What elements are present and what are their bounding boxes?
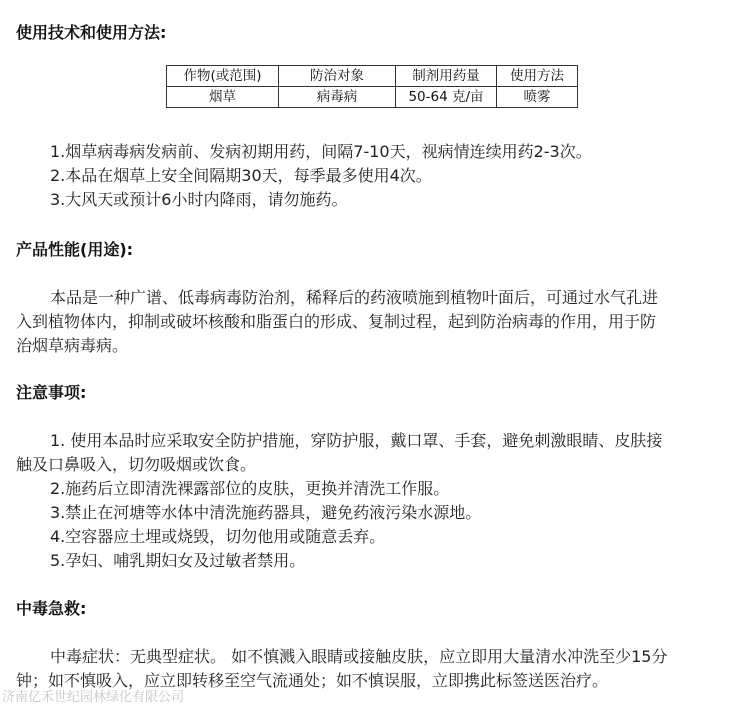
usage-note: 1.烟草病毒病发病前、发病初期用药，间隔7-10天，视病情连续用药2-3次。 (50, 142, 592, 161)
table-header-row (167, 66, 578, 87)
table-header-cell: 作物(或范围) (167, 66, 279, 87)
dosage-table (166, 65, 578, 108)
table-cell: 50-64 克/亩 (396, 87, 497, 108)
company-watermark: 济南亿禾世纪园林绿化有限公司 (2, 690, 185, 705)
precaution-line: 1. 使用本品时应采取安全防护措施，穿防护服，戴口罩、手套，避免刺激眼睛、皮肤接 (50, 431, 663, 450)
performance-heading: 产品性能(用途): (16, 240, 134, 259)
table-row (167, 87, 578, 108)
precaution-line: 4.空容器应土埋或烧毁，切勿他用或随意丢弃。 (50, 527, 386, 546)
precaution-line: 触及口鼻吸入，切勿吸烟或饮食。 (16, 455, 257, 474)
performance-line: 治烟草病毒病。 (16, 336, 129, 355)
table-cell: 喷雾 (497, 87, 578, 108)
poisoning-heading: 中毒急救: (16, 599, 87, 618)
precaution-line: 5.孕妇、哺乳期妇女及过敏者禁用。 (50, 551, 306, 570)
poisoning-line: 中毒症状：无典型症状。 如不慎溅入眼睛或接触皮肤，应立即用大量清水冲洗至少15分 (50, 647, 668, 666)
table-header-cell: 使用方法 (497, 66, 578, 87)
performance-line: 本品是一种广谱、低毒病毒防治剂，稀释后的药液喷施到植物叶面后，可通过水气孔进 (50, 288, 659, 307)
table-header-cell: 制剂用药量 (396, 66, 497, 87)
precaution-line: 3.禁止在河塘等水体中清洗施药器具，避免药液污染水源地。 (50, 503, 482, 522)
table-header-cell: 防治对象 (279, 66, 396, 87)
poisoning-line: 钟；如不慎吸入，应立即转移至空气流通处；如不慎误服，立即携此标签送医治疗。 (16, 671, 609, 690)
precautions-heading: 注意事项: (16, 383, 87, 402)
table-cell: 病毒病 (279, 87, 396, 108)
usage-note: 3.大风天或预计6小时内降雨，请勿施药。 (50, 190, 348, 209)
usage-heading: 使用技术和使用方法: (16, 23, 167, 42)
usage-note: 2.本品在烟草上安全间隔期30天，每季最多使用4次。 (50, 166, 432, 185)
table-cell: 烟草 (167, 87, 279, 108)
performance-line: 入到植物体内，抑制或破坏核酸和脂蛋白的形成、复制过程，起到防治病毒的作用，用于防 (16, 312, 657, 331)
precaution-line: 2.施药后立即清洗裸露部位的皮肤，更换并清洗工作服。 (50, 479, 450, 498)
